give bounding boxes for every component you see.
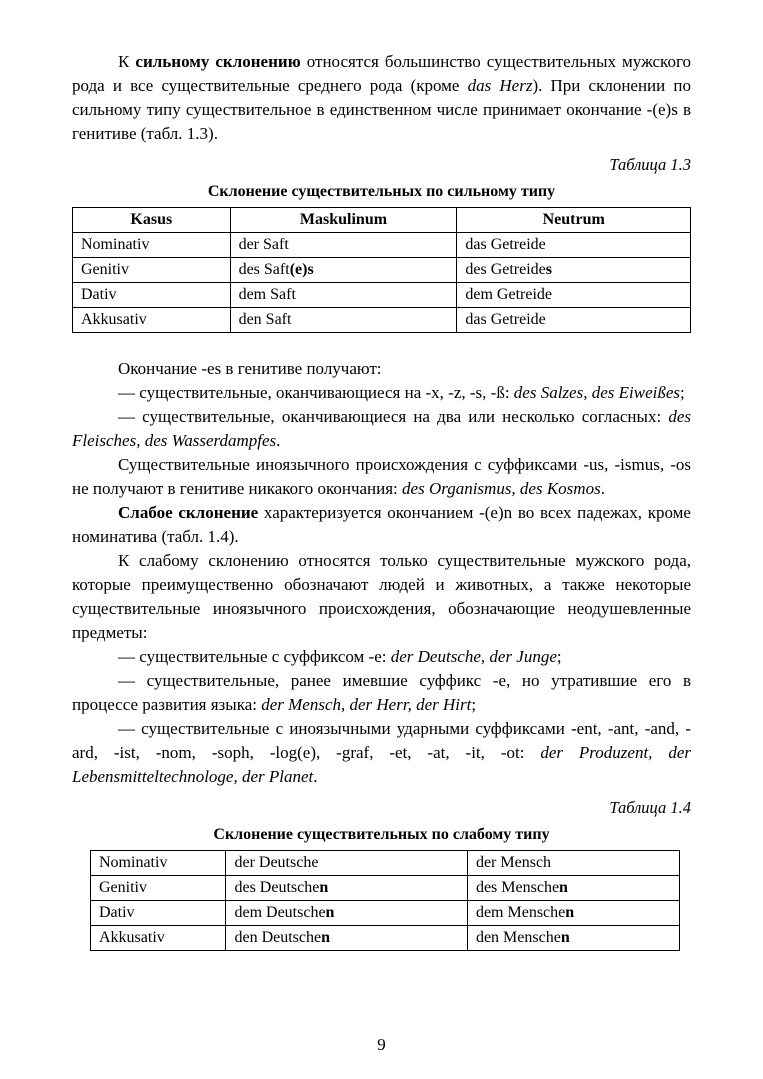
table-row [73,308,691,333]
table-row [91,926,680,951]
table-header-kasus: Kasus [73,208,231,233]
paragraph-bullet-suffix-e [72,645,691,669]
table-title-strong-declension: Склонение существительных по сильному типу [207,183,556,200]
table-cell [230,308,457,333]
table-cell [457,233,691,258]
text-segment: Akkusativ [81,311,147,328]
text-segment: den Mensche [475,929,561,946]
text-segment: ; [680,383,685,402]
paragraph-foreign-suffixes [72,453,691,501]
text-segment: der Mensch, der Herr, der Hirt [261,695,472,714]
text-segment: der Produzent, der Lebensmitteltechnologe, der Planet [72,743,691,786]
text-segment: n [321,929,331,946]
text-segment: — существительные, ранее имевшие суффикс -e, но утратившие его в процессе развития языка: [72,671,691,714]
text-segment: Существительные иноязычного происхождения с суффиксами -us, -ismus, -os не получают в генитиве никакого окончания: [72,455,691,498]
text-segment: der Saft [238,236,289,253]
table-row [91,851,680,876]
text-segment: относятся большинство существительных мужского рода и все существительные среднего рода (кроме [72,52,692,95]
table-cell [230,233,457,258]
text-segment: . [313,767,318,786]
text-segment: den Saft [238,311,292,328]
text-segment: dem Getreide [465,286,552,303]
text-segment: des Fleisches, des Wasserdampfes [72,407,691,450]
text-segment: — существительные, оканчивающиеся на два или несколько согласных: [118,407,669,426]
table-cell [230,258,457,283]
text-segment: das Herz [467,76,533,95]
paragraph-weak-declension-scope [72,549,691,645]
table-cell [73,308,231,333]
text-segment: — существительные с суффиксом -e: [118,647,391,666]
table-header-maskulinum: Maskulinum [230,208,457,233]
text-segment: Nominativ [99,854,168,871]
table-header-neutrum: Neutrum [457,208,691,233]
text-segment: . [600,479,605,498]
table-header-row [73,208,691,233]
text-segment: der Deutsche, der Junge [390,647,557,666]
text-segment: ; [556,647,562,666]
table-cell [91,851,226,876]
table-row [73,258,691,283]
text-segment: des Organismus, des Kosmos [402,479,601,498]
strong-declension-table [72,207,691,333]
table-cell [73,258,231,283]
table-row [91,901,680,926]
text-segment: Окончание -es в генитиве получают: [118,359,382,378]
text-segment: n [559,879,568,896]
text-segment: К слабому склонению относятся только существительные мужского рода, которые преимущественно обозначают людей и животных, а также некоторые существительные иноязычного происхождения, обозначающие неодушевленные предметы: [72,551,691,642]
table-cell [467,876,679,901]
table-cell [457,283,691,308]
text-segment: . [276,431,281,450]
text-segment: des Mensche [475,879,560,896]
paragraph-bullet-xzs [72,381,691,405]
table-cell [226,901,467,926]
table-row [91,876,680,901]
text-segment: s [545,261,553,278]
text-segment: des Deutsche [234,879,320,896]
text-segment: Dativ [99,904,135,921]
text-segment: — существительные, оканчивающиеся на -x, -z, -s, -ß: [118,383,514,402]
weak-declension-table [90,850,680,951]
text-segment: dem Saft [238,286,296,303]
table-cell [226,876,467,901]
table-cell [91,876,226,901]
text-segment: Akkusativ [99,929,165,946]
text-segment: den Deutsche [234,929,322,946]
text-segment: характеризуется окончанием -(e)n во всех падежах, кроме номинатива (табл. 1.4). [72,503,691,546]
table-cell [467,851,679,876]
paragraph-bullet-consonants [72,405,691,453]
text-segment: der Mensch [475,854,552,871]
table-row [73,233,691,258]
text-segment: К [118,52,136,71]
text-segment: dem Mensche [475,904,566,921]
text-segment: der Deutsche [234,854,319,871]
text-segment: — существительные с иноязычными ударными суффиксами -ent, -ant, -and, -ard, -ist, -nom, -soph, -log(e), -graf, -et, -at, -it, -ot: [72,719,691,762]
table-cell [73,233,231,258]
weak-declension-table-body [91,851,680,951]
paragraph-bullet-lost-e [72,669,691,717]
paragraph-weak-declension-definition [72,501,691,549]
text-segment: des Getreide [465,261,546,278]
table-cell [73,283,231,308]
text-segment: Слабое склонение [118,503,259,522]
text-segment: сильному склонению [135,52,301,71]
table-cell [467,926,679,951]
strong-declension-table-body [73,233,691,333]
table-cell [457,258,691,283]
text-segment: des Saft [238,261,290,278]
text-segment: das Getreide [465,236,546,253]
text-segment: Genitiv [81,261,129,278]
table-title-weak-declension: Склонение существительных по слабому типу [213,826,550,843]
table-row [73,283,691,308]
text-segment: ). При склонении по сильному типу существительное в единственном числе принимает окончание -(e)s в генитиве (табл. 1.3). [72,76,691,143]
paragraph-strong-declension-intro [72,50,691,146]
text-segment: Dativ [81,286,117,303]
table-caption-1-4: Таблица 1.4 [609,798,691,817]
text-segment: Genitiv [99,879,147,896]
paragraph-genitive-es-intro [72,357,691,381]
text-segment: des Salzes, des Eiweißes [513,383,680,402]
text-segment: dem Deutsche [234,904,326,921]
text-segment: n [560,929,570,946]
text-segment: das Getreide [465,311,546,328]
text-segment: n [319,879,329,896]
table-cell [226,851,467,876]
text-segment: (e)s [289,261,314,278]
table-cell [457,308,691,333]
table-cell [467,901,679,926]
page-number: 9 [377,1035,386,1054]
paragraph-bullet-stressed-suffixes [72,717,691,789]
table-cell [91,901,226,926]
text-segment: ; [471,695,477,714]
table-cell [91,926,226,951]
table-caption-1-3: Таблица 1.3 [609,155,691,174]
table-cell [226,926,467,951]
text-segment: n [325,904,335,921]
text-segment: Nominativ [81,236,150,253]
table-cell [230,283,457,308]
text-segment: n [565,904,575,921]
